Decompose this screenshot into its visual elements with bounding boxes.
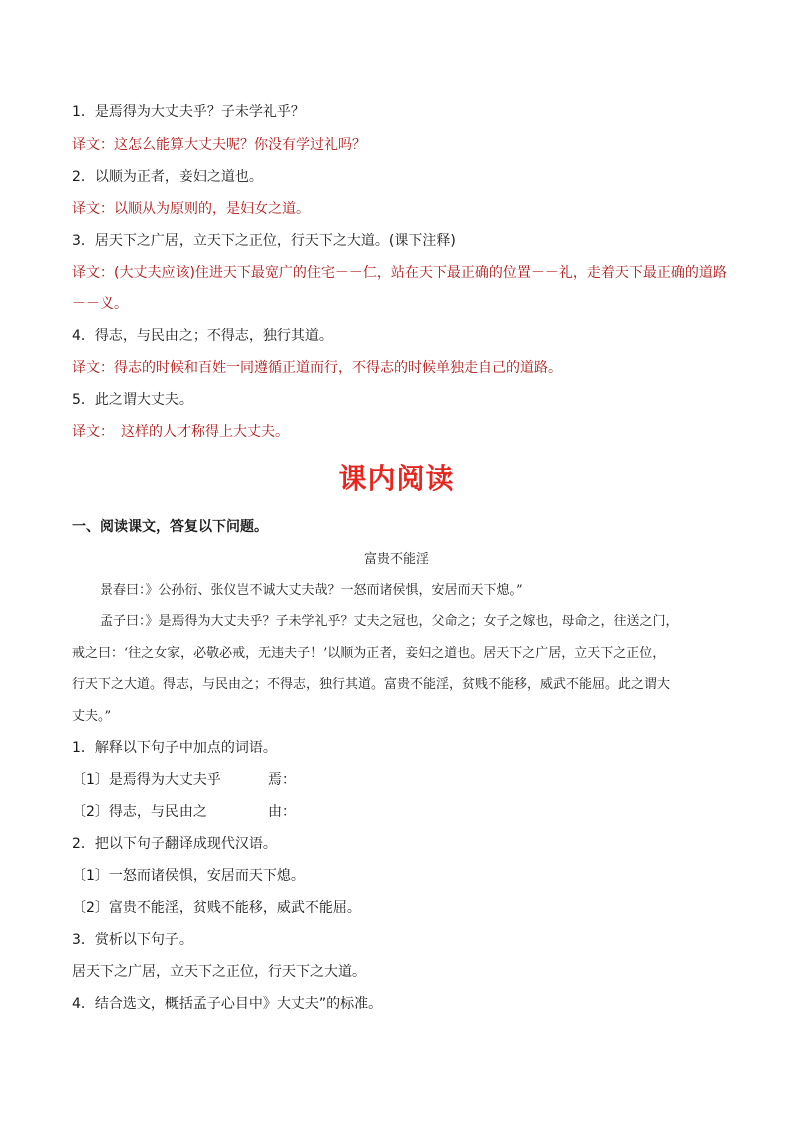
reading-question-3: 3．赏析以下句子。 xyxy=(72,932,193,948)
reading-question-2-1: 〔1〕一怒而诸侯惧，安居而天下熄。 xyxy=(72,868,305,884)
translation-1: 译文：这怎么能算大丈夫呢？你没有学过礼吗？ xyxy=(72,137,366,153)
translation-2: 译文：以顺从为原则的，是妇女之道。 xyxy=(72,201,310,217)
reading-question-4: 4．结合选文，概括孟子心目中》大丈夫”的标准。 xyxy=(72,996,383,1012)
translation-3: 译文：(大丈夫应该)住进天下最宽广的住宅－－仁，站在天下最正确的位置－－礼，走着天下最正确的道路 xyxy=(72,265,727,281)
question-2: 2．以顺为正者，妾妇之道也。 xyxy=(72,169,263,185)
reading-question-1: 1．解释以下句子中加点的词语。 xyxy=(72,740,277,756)
section-title: 课内阅读 xyxy=(338,462,455,495)
question-1: 1．是焉得为大丈夫乎？子未学礼乎？ xyxy=(72,104,305,120)
reading-question-1-2: 〔2〕得志，与民由之 xyxy=(72,804,207,820)
passage-line-2: 孟子曰：》是焉得为大丈夫乎？子未学礼乎？丈夫之冠也，父命之；女子之嫁也，母命之，往送之门， xyxy=(100,614,679,629)
passage-line-5: 丈夫。” xyxy=(72,709,112,724)
passage-line-1: 景春曰：》公孙衍、张仪岂不诚大丈夫哉？一怒而诸侯惧，安居而天下熄。” xyxy=(100,583,523,598)
translation-4: 译文：得志的时候和百姓一同遵循正道而行，不得志的时候单独走自己的道路。 xyxy=(72,360,562,376)
answer-blank-1: 焉： xyxy=(268,772,296,788)
passage-title: 富贵不能淫 xyxy=(363,552,429,567)
passage-line-3: 戒之曰：‘往之女家，必敬必戒，无违夫子！’以顺为正者，妾妇之道也。居天下之广居，立天下之正位， xyxy=(72,646,666,661)
answer-blank-2: 由： xyxy=(268,804,296,820)
question-5: 5．此之谓大丈夫。 xyxy=(72,392,193,408)
translation-3-continued: －－义。 xyxy=(72,296,128,312)
translation-5: 译文： 这样的人才称得上大丈夫。 xyxy=(72,424,289,440)
reading-question-2-2: 〔2〕富贵不能淫，贫贱不能移，威武不能屈。 xyxy=(72,900,361,916)
question-4: 4．得志，与民由之；不得志，独行其道。 xyxy=(72,328,333,344)
section-heading: 一、阅读课文，答复以下问题。 xyxy=(72,519,268,535)
reading-question-2: 2．把以下句子翻译成现代汉语。 xyxy=(72,836,277,852)
passage-line-4: 行天下之大道。得志，与民由之；不得志，独行其道。富贵不能淫，贫贱不能移，威武不能屈。此之谓大 xyxy=(72,677,671,692)
reading-question-1-1: 〔1〕是焉得为大丈夫乎 xyxy=(72,772,221,788)
reading-question-3-1: 居天下之广居，立天下之正位，行天下之大道。 xyxy=(72,964,366,980)
question-3: 3．居天下之广居，立天下之正位，行天下之大道。(课下注释) xyxy=(72,233,456,249)
